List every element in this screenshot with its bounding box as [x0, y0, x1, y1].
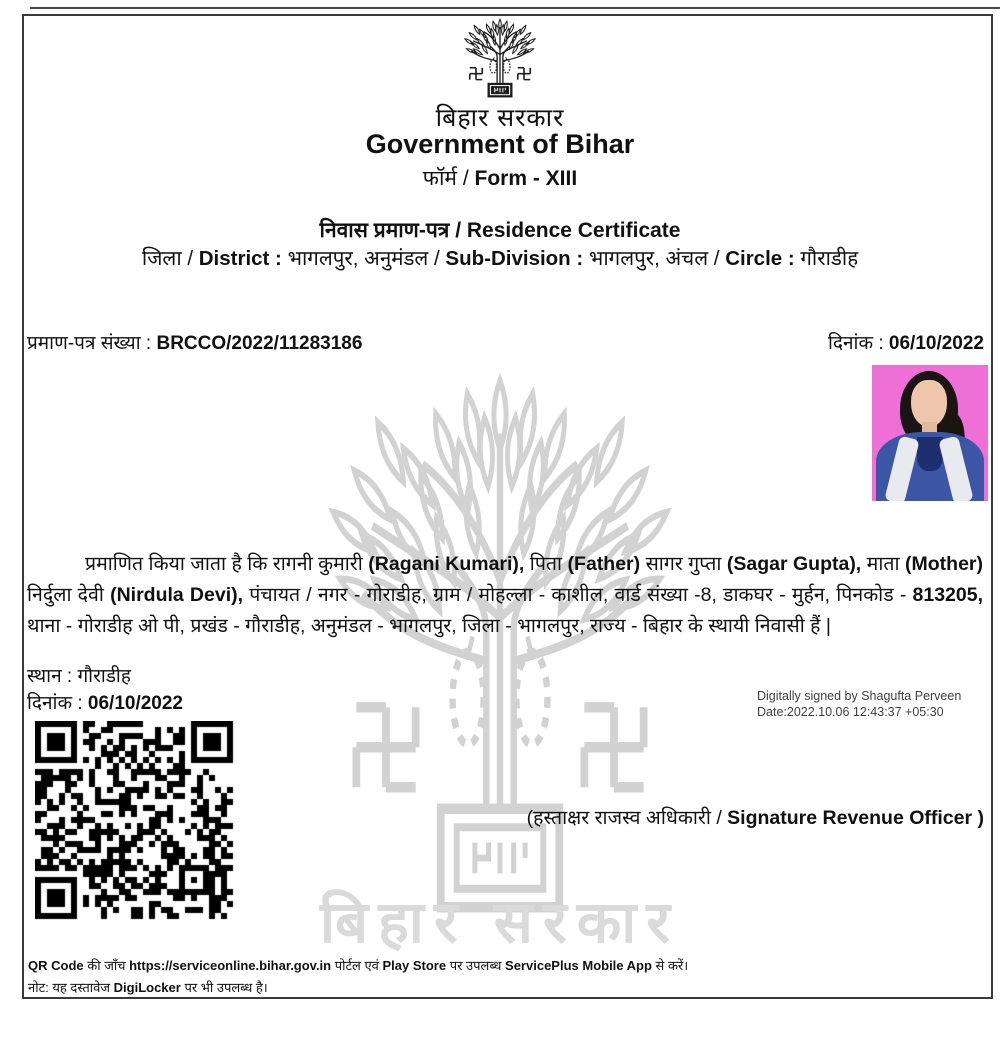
- form-number-line: फॉर्म / Form - XIII: [422, 167, 578, 190]
- org-name-english: Government of Bihar: [365, 129, 635, 159]
- certificate-body: प्रमाणित किया जाता है कि रागनी कुमारी (Ragani Kumari), पिता (Father) सागर गुप्ता (Sagar Gupta), माता (Mother) निर्दुला देवी (Nirdula Devi), पंचायत / नगर - गोराडीह, ग्राम / मोहल्ला - काशील, वार्ड संख्या -8, डाकघर - मुर्हन, पिनकोड - 813205, थाना - गोराडीह ओ पी, प्रखंड - गौराडीह, अनुमंडल - भागलपुर, जिला - भागलपुर, राज्य - बिहार के स्थायी निवासी हैं |: [27, 553, 983, 637]
- photo-face: [911, 380, 947, 427]
- bihar-emblem-icon: [452, 18, 548, 102]
- certificate-number: प्रमाण-पत्र संख्या : BRCCO/2022/11283186: [27, 333, 363, 354]
- footer-digilocker-note: नोट: यह दस्तावेज DigiLocker पर भी उपलब्ध है।: [28, 980, 268, 995]
- footer-qr-verification-note: QR Code की जाँच https://serviceonline.bihar.gov.in पोर्टल एवं Play Store पर उपलब्ध ServicePlus Mobile App से करें।: [28, 958, 689, 973]
- page-top-edge-line: [30, 7, 1000, 9]
- qr-code: [35, 721, 235, 921]
- bihar-emblem-watermark-icon: [272, 372, 728, 938]
- place-line: स्थान : गौराडीह: [27, 666, 131, 687]
- certificate-title: निवास प्रमाण-पत्र / Residence Certificate: [319, 219, 681, 242]
- digital-signature-note: [757, 688, 961, 720]
- signature-revenue-officer-line: (हस्ताक्षर राजस्व अधिकारी / Signature Revenue Officer ): [526, 807, 984, 829]
- org-name-hindi: बिहार सरकार: [435, 104, 565, 132]
- digital-signature-line1: Digitally signed by Shagufta Perveen: [757, 689, 962, 703]
- date-line: दिनांक : 06/10/2022: [27, 693, 183, 714]
- issue-date: दिनांक : 06/10/2022: [828, 333, 984, 354]
- district-subdivision-circle-line: जिला / District : भागलपुर, अनुमंडल / Sub-Division : भागलपुर, अंचल / Circle : गौराडीह: [141, 247, 859, 270]
- watermark-text: बिहार सरकार: [319, 890, 680, 955]
- applicant-photo: [872, 365, 988, 501]
- digital-signature-line2: Date:2022.10.06 12:43:37 +05:30: [757, 705, 944, 719]
